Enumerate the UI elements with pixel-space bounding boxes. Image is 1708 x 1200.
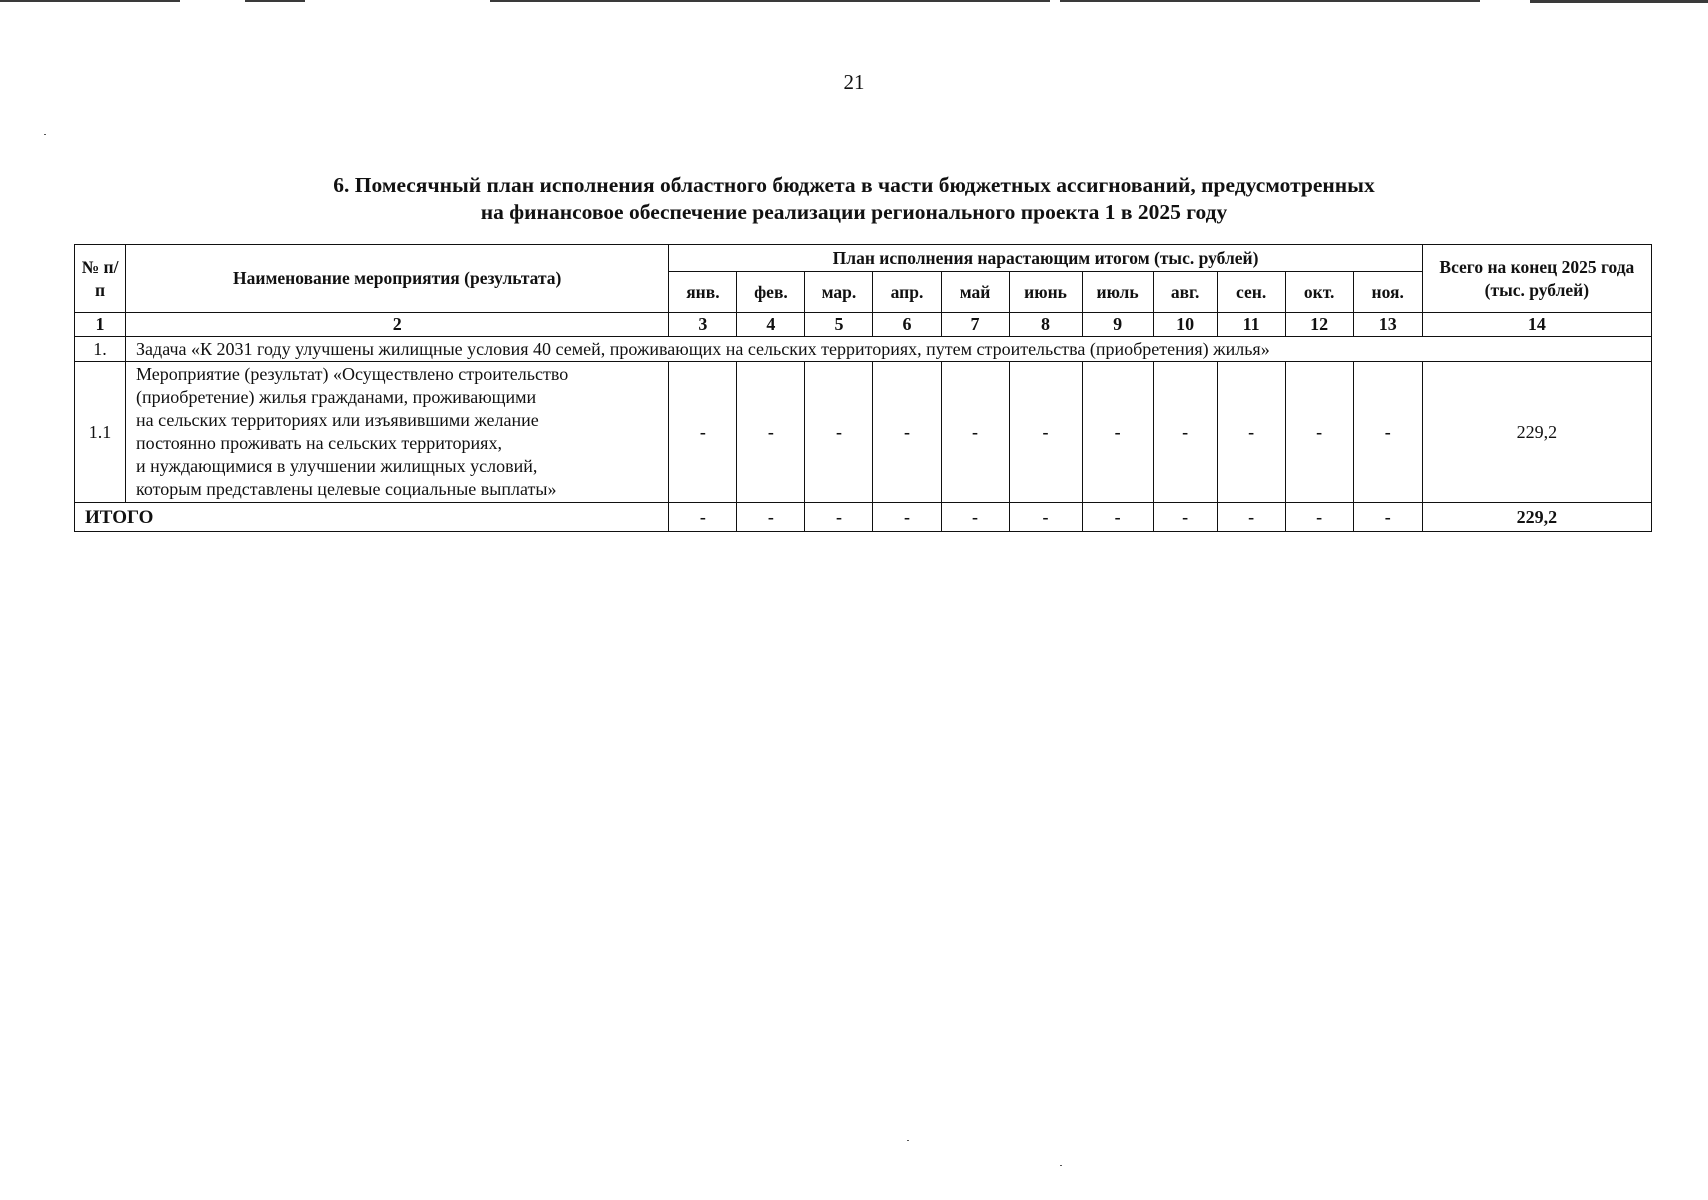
itogo-total: 229,2 <box>1422 503 1651 532</box>
measure-row <box>75 362 1652 503</box>
measure-month-value: - <box>1009 362 1082 503</box>
header-month: июнь <box>1009 272 1082 313</box>
measure-month-value: - <box>1353 362 1422 503</box>
column-number: 1 <box>75 313 126 337</box>
header-month: окт. <box>1285 272 1353 313</box>
measure-text-line: на сельских территориях или изъявившими желание <box>136 410 539 430</box>
document-title <box>0 172 1708 226</box>
itogo-month-value: - <box>669 503 737 532</box>
header-plan-group: План исполнения нарастающим итогом (тыс. рублей) <box>669 245 1422 272</box>
scan-speck <box>44 134 46 135</box>
itogo-month-value: - <box>1285 503 1353 532</box>
column-number: 12 <box>1285 313 1353 337</box>
header-month: фев. <box>737 272 805 313</box>
measure-text-line: (приобретение) жилья гражданами, проживающими <box>136 387 537 407</box>
itogo-label: ИТОГО <box>75 503 669 532</box>
itogo-month-value: - <box>1353 503 1422 532</box>
measure-month-value: - <box>669 362 737 503</box>
header-month: апр. <box>873 272 941 313</box>
task-number: 1. <box>75 337 126 362</box>
measure-month-value: - <box>941 362 1009 503</box>
column-number: 14 <box>1422 313 1651 337</box>
column-number: 11 <box>1217 313 1285 337</box>
measure-text-line: Мероприятие (результат) «Осуществлено строительство <box>136 364 569 384</box>
header-month: май <box>941 272 1009 313</box>
header-num: № п/п <box>75 245 126 313</box>
column-number: 5 <box>805 313 873 337</box>
column-number: 10 <box>1153 313 1217 337</box>
task-text: Задача «К 2031 году улучшены жилищные условия 40 семей, проживающих на сельских территориях, путем строительства (приобретения) жилья» <box>126 337 1652 362</box>
column-number: 6 <box>873 313 941 337</box>
measure-total: 229,2 <box>1422 362 1651 503</box>
measure-month-value: - <box>873 362 941 503</box>
column-number: 7 <box>941 313 1009 337</box>
title-line-2: на финансовое обеспечение реализации регионального проекта 1 в 2025 году <box>480 200 1228 224</box>
column-number: 3 <box>669 313 737 337</box>
header-month: июль <box>1082 272 1153 313</box>
itogo-month-value: - <box>1153 503 1217 532</box>
scan-top-edge <box>0 0 1708 3</box>
measure-text-line: и нуждающимися в улучшении жилищных условий, <box>136 456 538 476</box>
column-number-row <box>75 313 1652 337</box>
column-number: 9 <box>1082 313 1153 337</box>
header-month: сен. <box>1217 272 1285 313</box>
itogo-month-value: - <box>873 503 941 532</box>
header-month: ноя. <box>1353 272 1422 313</box>
page-number: 21 <box>843 70 865 94</box>
column-number: 4 <box>737 313 805 337</box>
measure-month-value: - <box>1153 362 1217 503</box>
itogo-month-value: - <box>1009 503 1082 532</box>
itogo-month-value: - <box>1217 503 1285 532</box>
header-row-top <box>75 245 1652 272</box>
measure-month-value: - <box>1285 362 1353 503</box>
header-month: мар. <box>805 272 873 313</box>
itogo-row <box>75 503 1652 532</box>
column-number: 2 <box>126 313 669 337</box>
measure-month-value: - <box>805 362 873 503</box>
measure-month-value: - <box>737 362 805 503</box>
budget-plan-table <box>74 244 1652 532</box>
header-month: янв. <box>669 272 737 313</box>
itogo-month-value: - <box>805 503 873 532</box>
title-line-1: 6. Помесячный план исполнения областного бюджета в части бюджетных ассигнований, предусмотренных <box>333 173 1375 197</box>
measure-month-value: - <box>1217 362 1285 503</box>
header-total: Всего на конец 2025 года (тыс. рублей) <box>1422 245 1651 313</box>
column-number: 8 <box>1009 313 1082 337</box>
measure-text <box>126 362 669 503</box>
measure-text-line: постоянно проживать на сельских территориях, <box>136 433 502 453</box>
measure-month-value: - <box>1082 362 1153 503</box>
header-month: авг. <box>1153 272 1217 313</box>
measure-number: 1.1 <box>75 362 126 503</box>
header-name: Наименование мероприятия (результата) <box>126 245 669 313</box>
column-number: 13 <box>1353 313 1422 337</box>
task-row <box>75 337 1652 362</box>
itogo-month-value: - <box>737 503 805 532</box>
scan-speck <box>907 1140 909 1141</box>
itogo-month-value: - <box>1082 503 1153 532</box>
scan-speck <box>1060 1165 1062 1166</box>
itogo-month-value: - <box>941 503 1009 532</box>
measure-text-line: которым представлены целевые социальные выплаты» <box>136 479 557 499</box>
